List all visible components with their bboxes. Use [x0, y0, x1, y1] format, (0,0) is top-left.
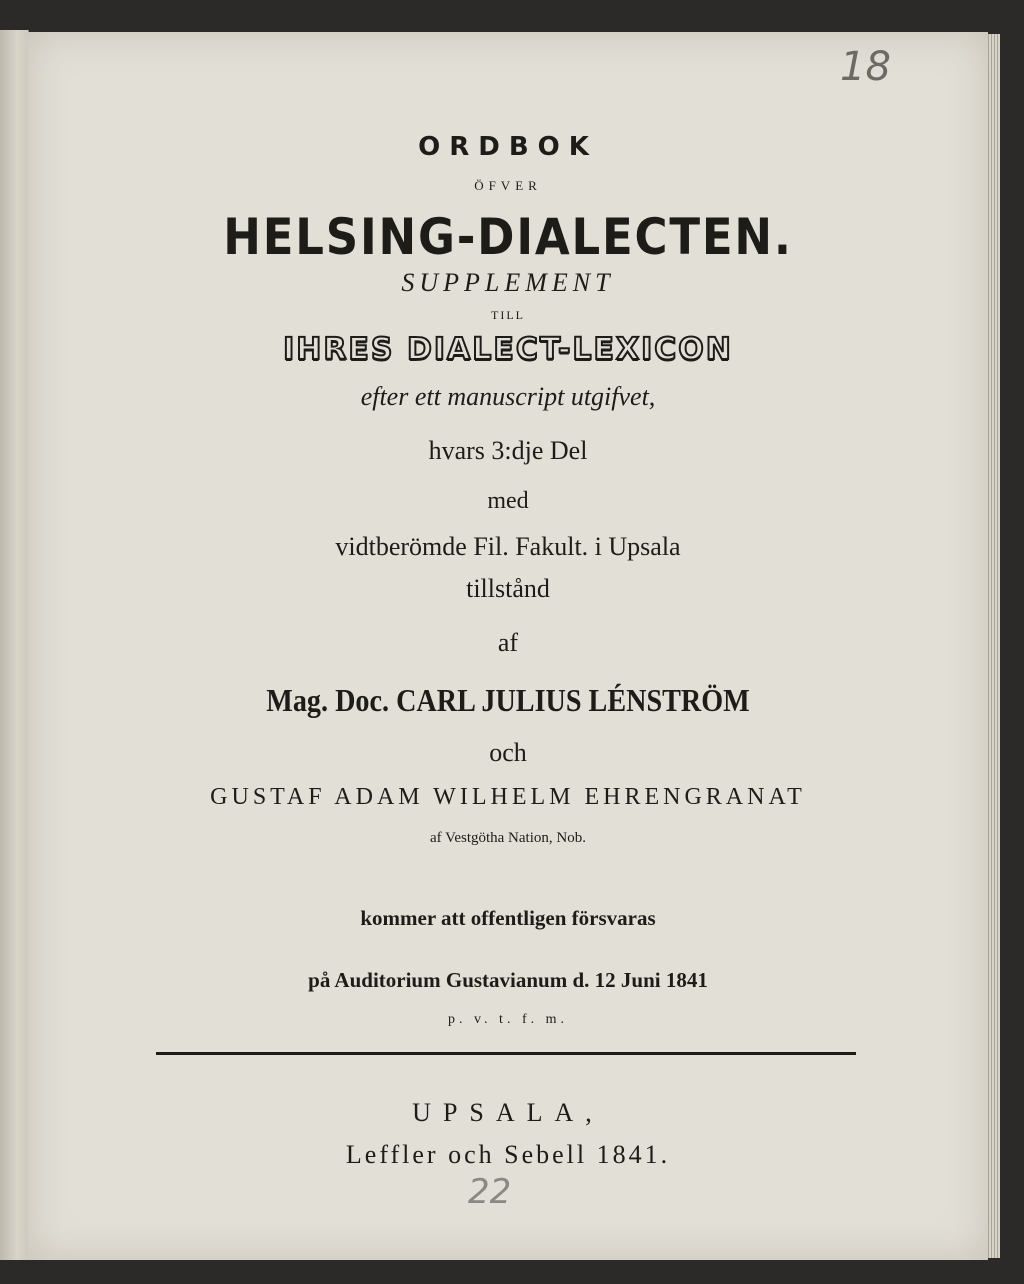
imprint-publisher: Leffler och Sebell 1841.	[345, 1140, 671, 1169]
line-med: med	[487, 488, 529, 514]
subtitle-ihres-lexicon: IHRES DIALECT-LEXICON	[283, 332, 733, 367]
author-ehrengranat: GUSTAF ADAM WILHELM EHRENGRANAT	[210, 784, 806, 810]
imprint-place: UPSALA,	[412, 1098, 604, 1127]
line-pvtfm: p. v. t. f. m.	[447, 1012, 569, 1027]
subtitle-till: TILL	[491, 308, 525, 322]
line-nation: af Vestgötha Nation, Nob.	[430, 830, 586, 846]
title-ofver: ÖFVER	[474, 178, 542, 193]
line-fakultet: vidtberömde Fil. Fakult. i Upsala	[335, 532, 681, 561]
handwritten-note: 22	[468, 1172, 512, 1212]
handwritten-page-number: 18	[840, 44, 891, 90]
title-helsing-dialecten: HELSING-DIALECTEN.	[223, 208, 793, 266]
line-hvars-del: hvars 3:dje Del	[428, 436, 588, 465]
author-lenstrom: Mag. Doc. CARL JULIUS LÉNSTRÖM	[266, 682, 750, 718]
line-och: och	[489, 738, 527, 767]
facing-page-edge	[0, 30, 29, 1260]
page-stack-edge	[986, 34, 1000, 1258]
line-forsvaras: kommer att offentligen försvaras	[360, 906, 656, 930]
divider-rule	[156, 1052, 856, 1055]
subtitle-supplement: SUPPLEMENT	[401, 268, 615, 297]
line-auditorium-date: på Auditorium Gustavianum d. 12 Juni 1841	[308, 968, 708, 992]
title-ordbok: ORDBOK	[418, 132, 598, 162]
line-efter-manuscript: efter ett manuscript utgifvet,	[360, 382, 656, 411]
line-af: af	[497, 628, 519, 657]
title-page	[28, 32, 988, 1260]
line-tillstand: tillstånd	[466, 574, 550, 603]
